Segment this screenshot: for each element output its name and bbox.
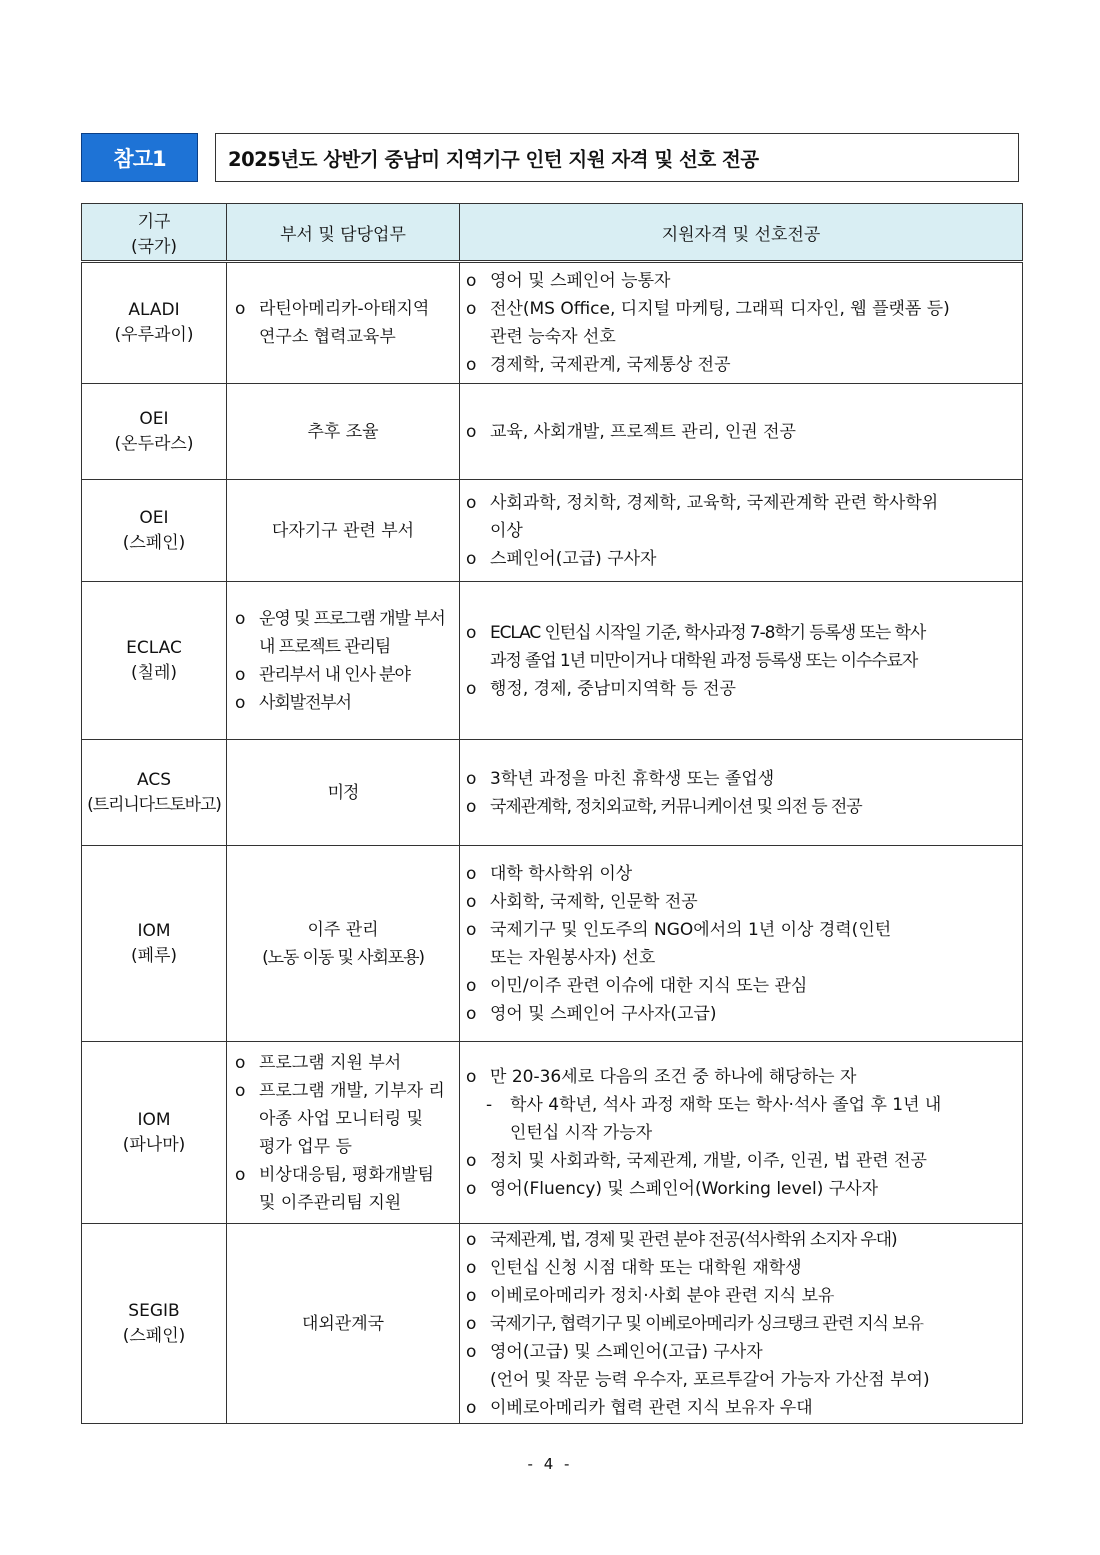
requirement-item — [466, 1175, 1022, 1203]
requirement-text: 이베로아메리카 협력 관련 지식 보유자 우대 — [490, 1397, 813, 1418]
dept-item-text: 라틴아메리카-아태지역 — [259, 299, 430, 319]
requirement-item — [466, 1226, 1022, 1254]
dept-cell — [227, 582, 460, 740]
dept-item — [227, 689, 459, 717]
org-cell — [82, 846, 227, 1042]
page-number: - 4 - — [527, 1455, 573, 1473]
requirement-text: 국제기구 및 인도주의 NGO에서의 1년 이상 경력(인턴 — [490, 919, 892, 940]
intern-requirements-table — [81, 203, 1023, 1424]
requirement-text: 사회학, 국제학, 인문학 전공 — [490, 891, 698, 912]
bullet-mark: o — [466, 891, 477, 912]
org-country: (스페인) — [122, 1325, 186, 1346]
bullet-mark: o — [466, 919, 477, 940]
bullet-mark: o — [235, 1164, 246, 1185]
org-country: (파나마) — [122, 1134, 186, 1155]
bullet-mark: o — [466, 492, 477, 513]
dept-item-text: 운영 및 프로그램 개발 부서 — [259, 608, 445, 629]
requirement-text: 영어(고급) 및 스페인어(고급) 구사자 — [490, 1341, 763, 1362]
bullet-mark: o — [466, 1066, 477, 1087]
dept-item-text: 프로그램 개발, 기부자 리 — [259, 1080, 445, 1101]
requirement-text: 국제관계, 법, 경제 및 관련 분야 전공(석사학위 소지자 우대) — [490, 1229, 897, 1250]
dept-item — [227, 661, 459, 689]
requirement-item — [466, 517, 1022, 545]
table-body — [82, 262, 1023, 1424]
dept-item-text: 연구소 협력교육부 — [259, 327, 396, 347]
bullet-mark: o — [466, 678, 477, 699]
table-row — [82, 740, 1023, 846]
requirement-item — [466, 489, 1022, 517]
bullet-mark — [486, 1119, 510, 1147]
requirements-cell — [460, 740, 1023, 846]
table-row — [82, 384, 1023, 480]
dept-item — [227, 1049, 459, 1077]
requirement-text: 스페인어(고급) 구사자 — [490, 548, 657, 569]
requirement-item — [466, 1366, 1022, 1394]
requirement-item — [466, 793, 1022, 821]
dept-item-text: 관리부서 내 인사 분야 — [259, 664, 410, 685]
dept-cell — [227, 480, 460, 582]
org-cell — [82, 384, 227, 480]
bullet-mark — [235, 633, 259, 661]
bullet-mark: o — [466, 1257, 477, 1278]
org-country: (우루과이) — [114, 325, 194, 345]
dept-item-text: 아종 사업 모니터링 및 — [259, 1108, 424, 1129]
requirement-text: 또는 자원봉사자) 선호 — [490, 947, 656, 968]
bullet-mark: o — [466, 355, 477, 375]
requirement-text: 인턴십 시작 가능자 — [510, 1122, 653, 1143]
bullet-mark — [466, 647, 490, 675]
requirement-text: 3학년 과정을 마친 휴학생 또는 졸업생 — [490, 768, 775, 789]
requirement-text: 사회과학, 정치학, 경제학, 교육학, 국제관계학 관련 학사학위 — [490, 492, 939, 513]
table-row — [82, 1042, 1023, 1224]
bullet-mark — [466, 1366, 490, 1394]
bullet-mark: o — [466, 1178, 477, 1199]
requirement-item — [466, 972, 1022, 1000]
dept-cell — [227, 740, 460, 846]
dept-text: 이주 관리 — [307, 919, 379, 940]
requirement-text: 인턴십 신청 시점 대학 또는 대학원 재학생 — [490, 1257, 802, 1278]
dept-item — [227, 295, 459, 323]
column-header-org-line1: 기구 — [137, 212, 171, 232]
requirement-item — [466, 267, 1022, 295]
dept-cell — [227, 846, 460, 1042]
requirement-item — [466, 1338, 1022, 1366]
dept-item-text: 평가 업무 등 — [259, 1136, 352, 1157]
requirements-cell — [460, 846, 1023, 1042]
requirement-text: 만 20-36세로 다음의 조건 중 하나에 해당하는 자 — [490, 1066, 857, 1087]
requirement-text: 대학 학사학위 이상 — [490, 863, 633, 884]
requirement-item — [466, 888, 1022, 916]
requirement-text: 교육, 사회개발, 프로젝트 관리, 인권 전공 — [490, 421, 796, 442]
requirement-text: 영어(Fluency) 및 스페인어(Working level) 구사자 — [490, 1178, 879, 1199]
bullet-mark: o — [466, 421, 477, 442]
org-name: ALADI — [128, 300, 180, 320]
requirement-item — [466, 1147, 1022, 1175]
org-cell — [82, 1224, 227, 1424]
bullet-mark: o — [466, 863, 477, 884]
bullet-mark: o — [466, 768, 477, 789]
bullet-mark: o — [235, 1052, 246, 1073]
org-country: (온두라스) — [114, 433, 194, 454]
requirement-item — [466, 765, 1022, 793]
bullet-mark: o — [466, 271, 477, 291]
requirement-text: 이베로아메리카 정치·사회 분야 관련 지식 보유 — [490, 1285, 835, 1306]
bullet-mark: o — [235, 299, 246, 319]
requirements-cell — [460, 582, 1023, 740]
requirement-item — [466, 418, 1022, 446]
dept-text: 대외관계국 — [301, 1313, 385, 1334]
column-header-org-line2: (국가) — [130, 237, 178, 257]
bullet-mark: o — [466, 1313, 477, 1334]
dept-item-text: 및 이주관리팀 지원 — [259, 1192, 402, 1213]
requirement-item — [466, 1282, 1022, 1310]
requirement-text: 국제기구, 협력기구 및 이베로아메리카 싱크탱크 관련 지식 보유 — [490, 1313, 923, 1334]
requirement-text: 관련 능숙자 선호 — [490, 327, 616, 347]
bullet-mark: o — [466, 975, 477, 996]
dept-item — [227, 605, 459, 633]
bullet-mark — [235, 1133, 259, 1161]
requirement-text: 이상 — [490, 520, 523, 541]
dept-text: 미정 — [327, 782, 359, 803]
org-country: (칠레) — [130, 662, 178, 683]
dept-cell — [227, 262, 460, 384]
requirement-text: 영어 및 스페인어 구사자(고급) — [490, 1003, 717, 1024]
requirement-text: 학사 4학년, 석사 과정 재학 또는 학사·석사 졸업 후 1년 내 — [510, 1094, 942, 1115]
requirement-text: 전산(MS Office, 디지털 마케팅, 그래픽 디자인, 웹 플랫폼 등) — [490, 299, 950, 319]
requirement-item — [466, 1091, 1022, 1119]
requirement-text: 이민/이주 관련 이슈에 대한 지식 또는 관심 — [490, 975, 808, 996]
bullet-mark: o — [235, 692, 246, 713]
requirement-item — [466, 323, 1022, 351]
bullet-mark — [235, 1105, 259, 1133]
dept-text: 다자기구 관련 부서 — [271, 520, 415, 541]
column-header-dept: 부서 및 담당업무 — [227, 204, 460, 262]
dept-text: 추후 조율 — [307, 421, 379, 442]
requirement-text: 행정, 경제, 중남미지역학 등 전공 — [490, 678, 736, 699]
column-header-org — [82, 204, 227, 262]
requirement-item — [466, 675, 1022, 703]
requirement-item — [466, 1310, 1022, 1338]
page-title-text: 2025년도 상반기 중남미 지역기구 인턴 지원 자격 및 선호 전공 — [228, 147, 759, 171]
requirement-item — [466, 1119, 1022, 1147]
requirement-item — [466, 545, 1022, 573]
requirements-cell — [460, 384, 1023, 480]
bullet-mark: o — [466, 796, 477, 817]
dept-cell — [227, 1224, 460, 1424]
dept-item — [227, 1133, 459, 1161]
org-name: SEGIB — [128, 1300, 180, 1321]
requirement-item — [466, 1254, 1022, 1282]
dept-item-text: 사회발전부서 — [259, 692, 351, 713]
dept-text: (노동 이동 및 사회포용) — [262, 947, 424, 968]
bullet-mark: o — [466, 548, 477, 569]
requirement-item — [466, 1000, 1022, 1028]
requirement-item — [466, 1394, 1022, 1422]
org-name: IOM — [137, 920, 171, 941]
table-row — [82, 846, 1023, 1042]
dept-item — [227, 633, 459, 661]
bullet-mark: - — [486, 1094, 493, 1115]
requirements-cell — [460, 262, 1023, 384]
org-name: ACS — [137, 769, 171, 790]
bullet-mark: o — [235, 664, 246, 685]
dept-item-text: 비상대응팀, 평화개발팀 — [259, 1164, 435, 1185]
requirement-item — [466, 944, 1022, 972]
requirement-text: 국제관계학, 정치외교학, 커뮤니케이션 및 의전 등 전공 — [490, 796, 862, 817]
org-name: ECLAC — [126, 637, 182, 658]
bullet-mark — [235, 323, 259, 351]
dept-item — [227, 1189, 459, 1217]
reference-tag: 참고1 — [81, 133, 198, 182]
dept-item — [227, 1161, 459, 1189]
bullet-mark — [466, 944, 490, 972]
requirement-text: 과정 졸업 1년 미만이거나 대학원 과정 등록생 또는 이수수료자 — [490, 650, 918, 671]
bullet-mark — [466, 323, 490, 351]
requirement-item — [466, 916, 1022, 944]
requirement-text: 경제학, 국제관계, 국제통상 전공 — [490, 355, 731, 375]
org-cell — [82, 740, 227, 846]
table-row — [82, 480, 1023, 582]
dept-item — [227, 323, 459, 351]
requirements-cell — [460, 480, 1023, 582]
bullet-mark: o — [235, 608, 246, 629]
dept-item — [227, 1077, 459, 1105]
requirement-item — [466, 619, 1022, 647]
requirement-item — [466, 1063, 1022, 1091]
org-country: (트리니다드토바고) — [87, 794, 221, 815]
page-title — [215, 133, 1019, 182]
requirements-cell — [460, 1224, 1023, 1424]
requirement-item — [466, 351, 1022, 379]
requirement-item — [466, 295, 1022, 323]
dept-item-text: 프로그램 지원 부서 — [259, 1052, 402, 1073]
table-row — [82, 1224, 1023, 1424]
table-row — [82, 582, 1023, 740]
bullet-mark: o — [466, 1150, 477, 1171]
requirement-text: 영어 및 스페인어 능통자 — [490, 271, 671, 291]
dept-item — [227, 1105, 459, 1133]
requirement-item — [466, 860, 1022, 888]
bullet-mark: o — [466, 1397, 477, 1418]
column-header-requirements: 지원자격 및 선호전공 — [460, 204, 1023, 262]
requirements-cell — [460, 1042, 1023, 1224]
requirement-text: (언어 및 작문 능력 우수자, 포르투갈어 가능자 가산점 부여) — [490, 1369, 930, 1390]
org-cell — [82, 1042, 227, 1224]
bullet-mark: o — [466, 622, 477, 643]
org-cell — [82, 262, 227, 384]
requirement-text: ECLAC 인턴십 시작일 기준, 학사과정 7-8학기 등록생 또는 학사 — [490, 622, 926, 643]
requirement-item — [466, 647, 1022, 675]
org-name: IOM — [137, 1109, 171, 1130]
org-cell — [82, 582, 227, 740]
table-header-row — [82, 204, 1023, 262]
bullet-mark — [466, 517, 490, 545]
org-country: (페루) — [130, 945, 178, 966]
dept-cell — [227, 384, 460, 480]
bullet-mark — [235, 1189, 259, 1217]
bullet-mark: o — [235, 1080, 246, 1101]
bullet-mark: o — [466, 1285, 477, 1306]
dept-cell — [227, 1042, 460, 1224]
bullet-mark: o — [466, 1229, 477, 1250]
bullet-mark: o — [466, 1003, 477, 1024]
org-name: OEI — [139, 507, 169, 528]
bullet-mark: o — [466, 299, 477, 319]
org-name: OEI — [139, 408, 169, 429]
table-row — [82, 262, 1023, 384]
requirement-text: 정치 및 사회과학, 국제관계, 개발, 이주, 인권, 법 관련 전공 — [490, 1150, 927, 1171]
dept-item-text: 내 프로젝트 관리팀 — [259, 636, 391, 657]
bullet-mark: o — [466, 1341, 477, 1362]
org-country: (스페인) — [122, 532, 186, 553]
org-cell — [82, 480, 227, 582]
